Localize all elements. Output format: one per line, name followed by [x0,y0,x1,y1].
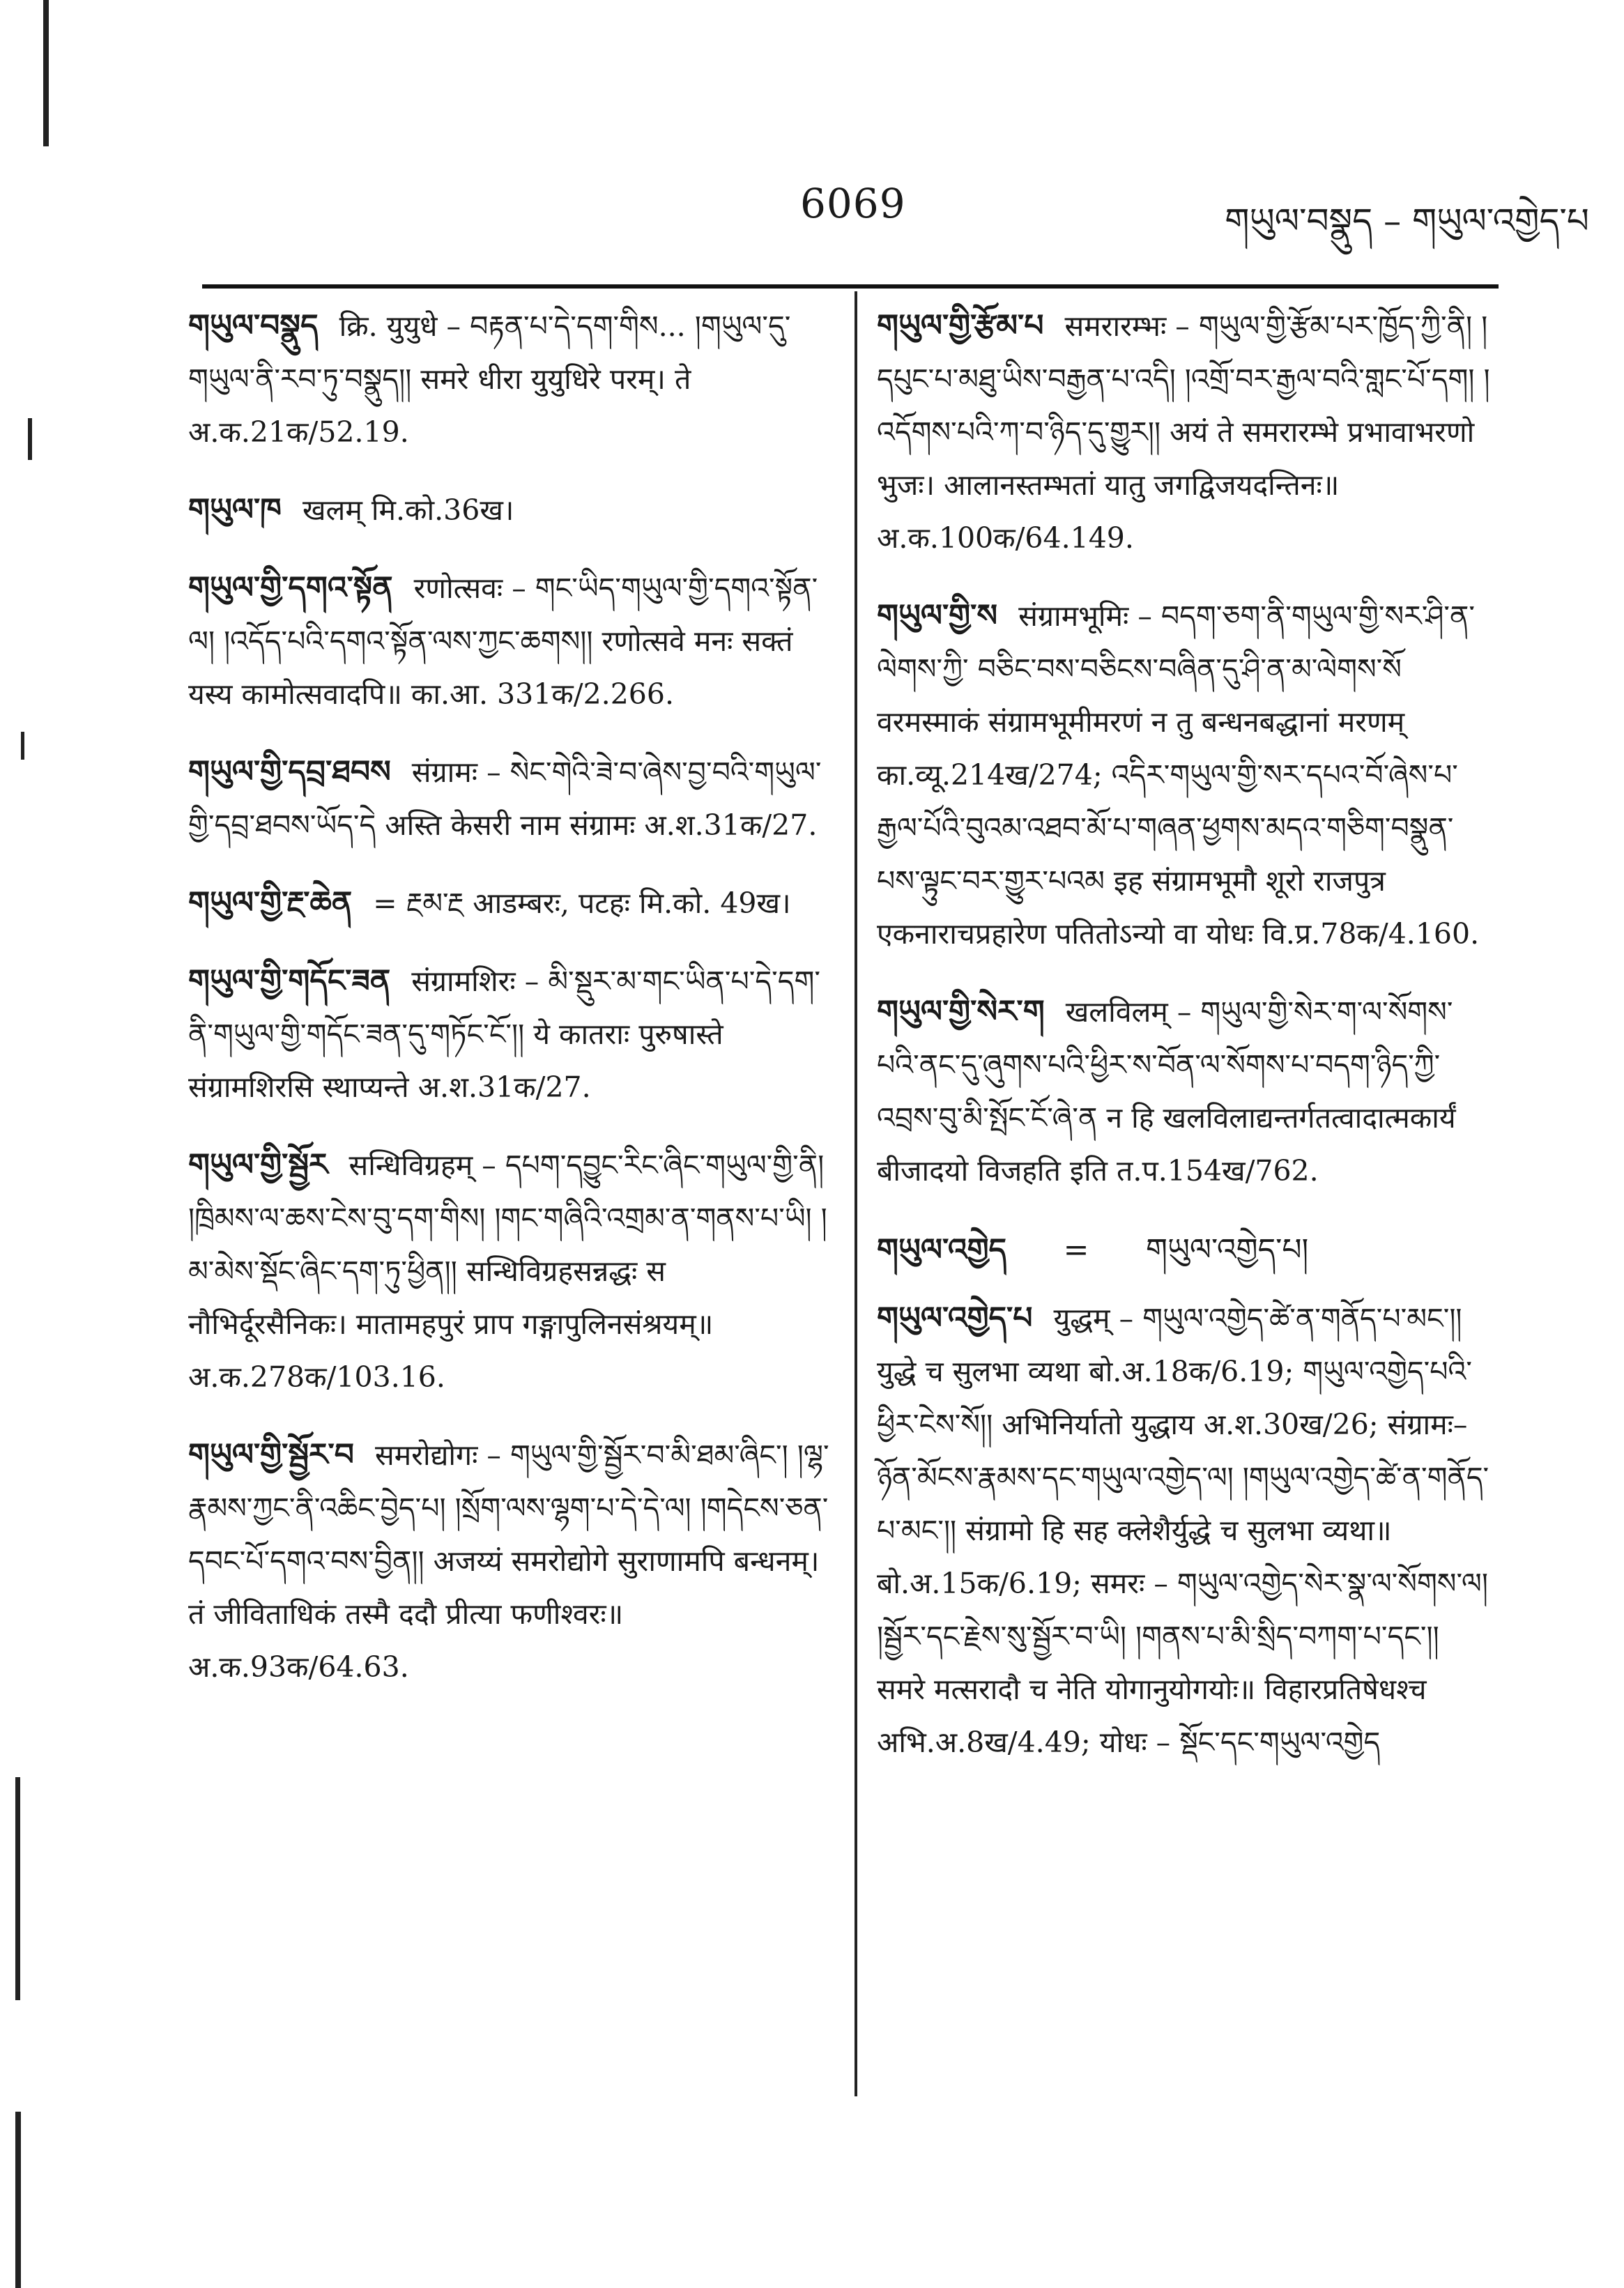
entry-text: = རྔམ་རྔ आडम्बरः, पटहः मि.को. 49ख। [373,886,791,920]
entry-text: युद्धम् – གཡུལ་འགྱེད་ཚེ་ན་གནོད་པ་མང་།། युद्धे च सुलभा व्यथा बो.अ.18क/6.19; གཡུལ་འགྱེད་པའི་ཕྱིར་ངེས་སོ།། अभिनिर्यातो युद्धाय अ.श.30ख/26; संग्रामः–ཉོན་མོངས་རྣམས་དང་གཡུལ་འགྱེད་ལ། །གཡུལ་འགྱེད་ཚེ་ན་གནོད་པ་མང་།། संग्रामो हि सह क्लेशैर्युद्धे च सुलभा व्यथा॥ बो.अ.15क/6.19; समरः – གཡུལ་འགྱེད་སེར་སྣ་ལ་སོགས་ལ། །སྦྱོར་དང་རྗེས་སུ་སྦྱོར་བ་ཡི། །གནས་པ་མི་སྲིད་བཀག་པ་དང་།། समरे मत्सरादौ च नेति योगानुयोगयोः॥ विहारप्रतिषेधश्च अभि.अ.8ख/4.49; योधः – སྡོང་དང་གཡུལ་འགྱེད [877,1302,1489,1759]
entry-text: सन्धिविग्रहम् – དཔག་དབྱུང་རིང་ཞིང་གཡུལ་གྱི་ནི། །ཁྲིམས་ལ་ཆས་ངེས་བུ་དག་གིས། །གང་གཞིའི་འགྲམ་ན་གནས་པ་ཡི། །མ་མེས་སྡོང་ཞིང་དག་ཏུ་ཕྱིན།། सन्धिविग्रहसन्नद्धः स नौभिर्दूरसैनिकः। मातामहपुरं प्राप गङ्गापुलिनसंश्रयम्॥ अ.क.278क/103.16. [188,1149,827,1394]
entry-text: संग्रामशिरः – མི་སྡུར་མ་གང་ཡིན་པ་དེ་དག་ནི་གཡུལ་གྱི་གདོང་ཟན་དུ་གཏོང་ངོ་།། ये कातराः पुरुषास्ते संग्रामशिरसि स्थाप्यन्ते अ.श.31क/27. [188,965,820,1104]
dictionary-entry [188,1429,829,1694]
dictionary-entry [188,562,829,721]
entry-headword: གཡུལ་འགྱེད [877,1232,1007,1268]
entry-headword: གཡུལ་གྱི་རྩོམ་པ [877,308,1044,344]
entry-headword: གཡུལ་གྱི་གདོང་ཟན [188,963,391,999]
right-column [877,300,1490,1794]
entry-headword: གཡུལ་བསྣུད [188,308,319,344]
entry-text: रणोत्सवः – གང་ཡིད་གཡུལ་གྱི་དགའ་སྟོན་ལ། །འདོད་པའི་དགའ་སྟོན་ལས་ཀྱང་ཆགས།། रणोत्सवे मनः सक्तं यस्य कामोत्सवादपि॥ का.आ. 331क/2.266. [188,571,818,711]
entry-headword: གཡུལ་གྱི་དགའ་སྟོན [188,570,393,606]
scan-margin-mark [43,0,49,146]
entry-headword: གཡུལ་གྱི་སྦྱོར [188,1147,328,1183]
page-number: 6069 [800,180,906,227]
entry-text: समरोद्योगः – གཡུལ་གྱི་སྦྱོར་བ་མི་ཐམ་ཞིང་། །ལྷ་རྣམས་ཀྱང་ནི་འཆིང་བྱེད་པ། །སྲོག་ལས་ལྷག་པ་དེ་དེ་ལ། །གདེངས་ཅན་དབང་པོ་དགའ་བས་བྱིན།། अजय्यं समरोद्योगे सुराणामपि बन्धनम्। तं जीविताधिकं तस्मै ददौ प्रीत्या फणीश्वरः॥ अ.क.93क/64.63. [188,1438,829,1684]
entry-headword: གཡུལ་གྱི་སེར་ག [877,994,1045,1029]
entry-text: खलविलम् – གཡུལ་གྱི་སེར་ག་ལ་སོགས་པའི་ནང་དུ་ཞུགས་པའི་ཕྱིར་ས་བོན་ལ་སོགས་པ་བདག་ཉིད་ཀྱི་འབྲས་བུ་མི་སྤོང་ངོ་ཞེ་ན न हि खलविलाद्यन्तर्गतत्वादात्मकार्यं बीजादयो विजहति इति त.प.154ख/762. [877,995,1456,1188]
entry-text: क्रि. युयुधे – བརྟན་པ་དེ་དག་གིས... །གཡུལ་དུ་གཡུལ་ནི་རབ་ཏུ་བསྣུད།། समरे धीरा युयुधिरे परम्। ते अ.क.21क/52.19. [188,309,791,449]
entry-text: समरारम्भः – གཡུལ་གྱི་རྩོམ་པར་ཁྱོད་ཀྱི་ནི། །དཔུང་པ་མཐུ་ཡིས་བརྒྱན་པ་འདི། །འགྲོ་བར་རྒྱལ་བའི་གླང་པོ་དག། །འདོགས་པའི་ཀ་བ་ཉིད་དུ་གྱུར།། अयं ते समरारम्भे प्रभावाभरणो भुजः। आलानस्तम्भतां यातु जगद्विजयदन्तिनः॥ अ.क.100क/64.149. [877,309,1490,555]
scan-margin-mark [15,2112,21,2288]
entry-headword: གཡུལ་གྱི་དབྲ་ཐབས [188,754,391,790]
dictionary-entry [877,985,1490,1197]
dictionary-entry [188,484,829,537]
dictionary-entry [877,590,1490,960]
scan-margin-mark [15,1777,20,2000]
entry-text: संग्रामभूमिः – བདག་ཅག་ནི་གཡུལ་གྱི་སར་ཤི་ན་ལེགས་ཀྱི་ བཅིང་བས་བཅིངས་བཞིན་དུ་ཤི་ན་མ་ལེགས་སོ वरमस्माकं संग्रामभूमीमरणं न तु बन्धनबद्धानां मरणम् का.व्यू.214ख/274; འདིར་གཡུལ་གྱི་སར་དཔའ་བོ་ཞེས་པ་རྒྱལ་པོའི་བུའམ་འཐབ་མོ་པ་གཞན་ཕྱགས་མདའ་གཅིག་བསྣུན་པས་ལྟུང་བར་གྱུར་པའམ इह संग्रामभूमौ शूरो राजपुत्र एकनाराचप्रहारेण पतितोऽन्यो वा योधः वि.प्र.78क/4.160. [877,599,1480,951]
dictionary-entry [188,300,829,459]
entry-headword: གཡུལ་གྱི་སྦྱོར་བ [188,1437,354,1473]
entry-text: खलम् मि.को.36ख। [302,493,514,527]
entry-headword: གཡུལ་འགྱེད་པ [877,1300,1033,1336]
header-rule [202,284,1499,289]
entry-headword: གཡུལ་ཁ [188,492,282,528]
scan-margin-mark [28,418,32,460]
running-head-range: གཡུལ་བསྣུད – གཡུལ་འགྱེད་པ [1225,201,1589,241]
dictionary-entry [188,1139,829,1404]
equals-sign: = [1063,1232,1089,1268]
dictionary-entry [877,1292,1490,1769]
entry-headword: གཡུལ་གྱི་ས [877,598,998,634]
dictionary-entry [877,300,1490,565]
cross-reference-target: གཡུལ་འགྱེད་པ། [1146,1232,1309,1268]
column-divider [855,291,857,2096]
left-column [188,300,829,1719]
entry-text: संग्रामः – སེང་གེའི་ཟེ་བ་ཞེས་བྱ་བའི་གཡུལ་གྱི་དབྲ་ཐབས་ཡོད་དེ अस्ति केसरी नाम संग्रामः अ.श.31क/27. [188,755,822,842]
cross-reference-entry [877,1222,1490,1278]
dictionary-entry [188,955,829,1114]
scan-margin-mark [21,732,24,760]
entry-headword: གཡུལ་གྱི་རྔ་ཆེན [188,885,353,921]
dictionary-entry [188,877,829,930]
dictionary-entry [188,746,829,852]
